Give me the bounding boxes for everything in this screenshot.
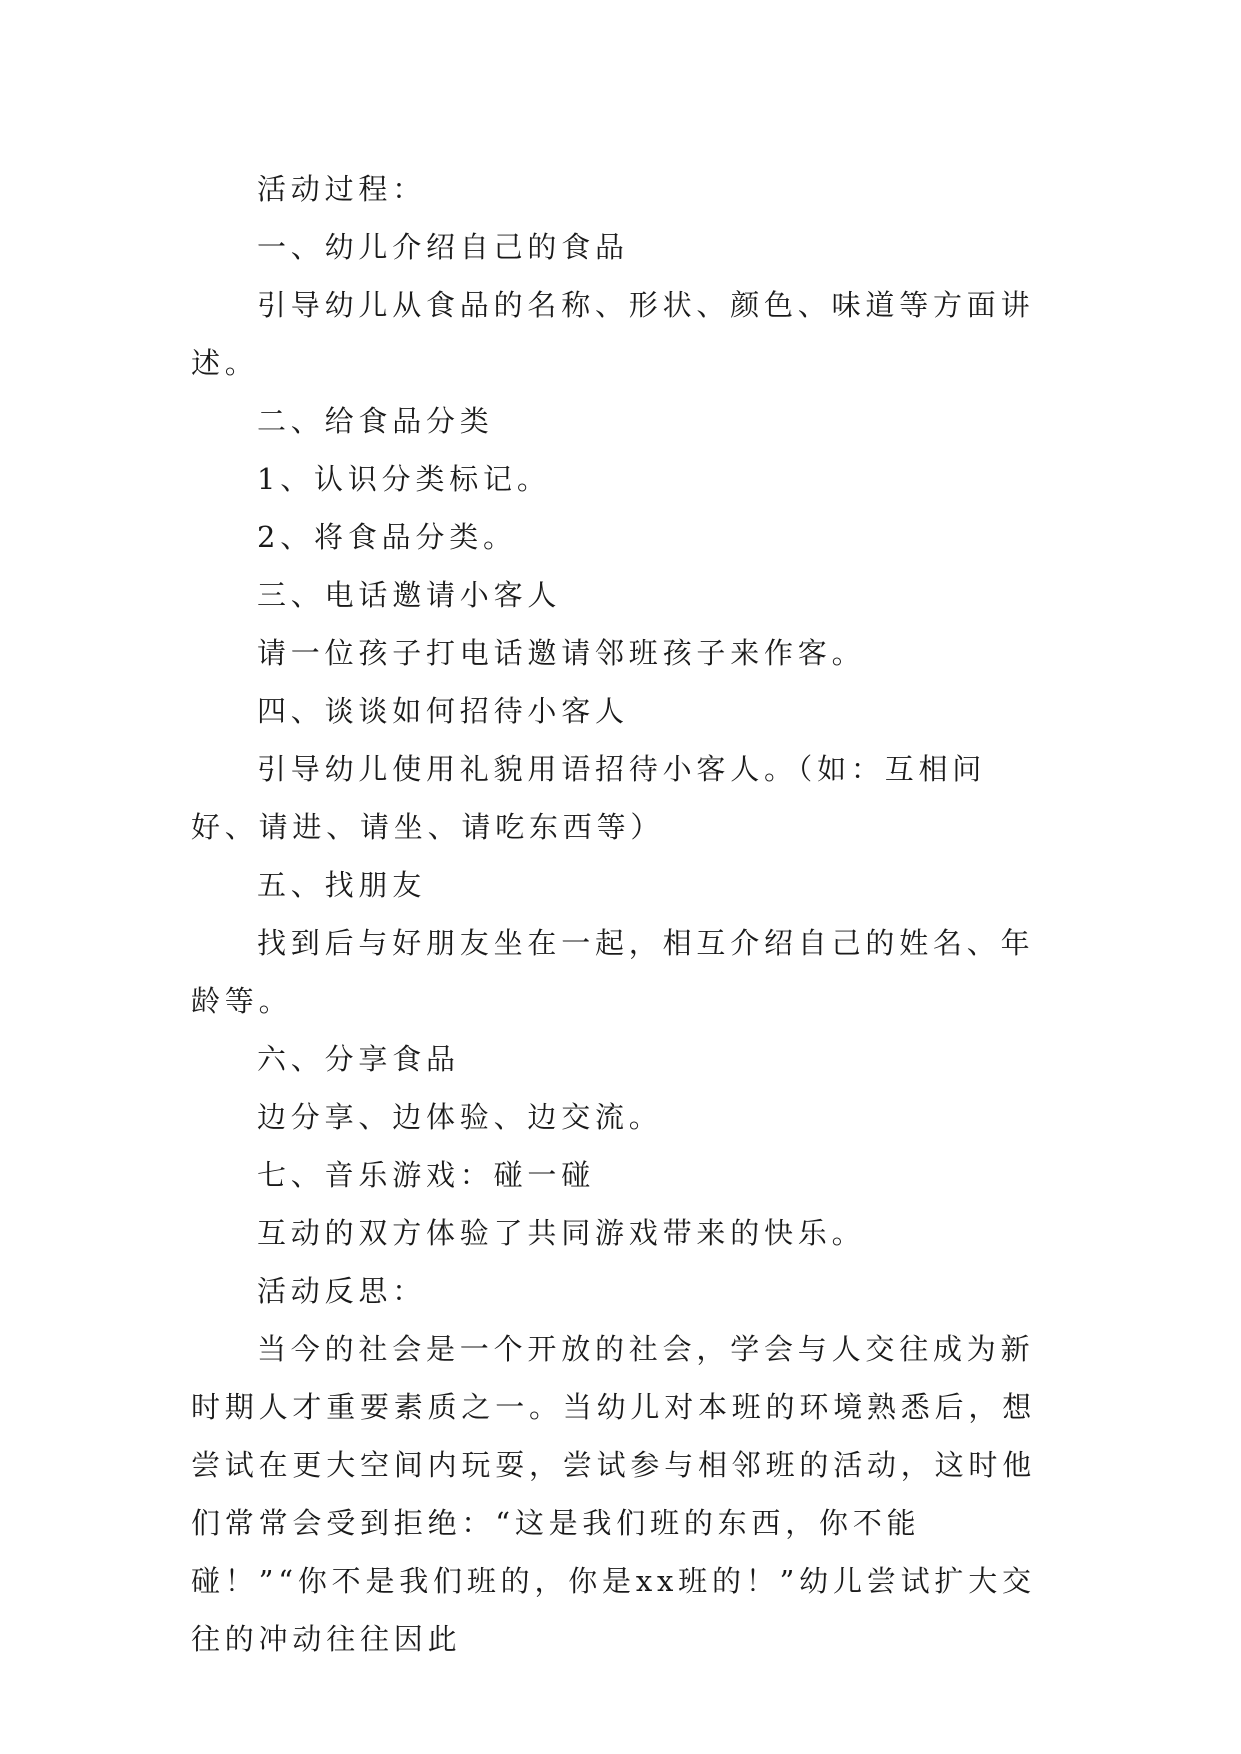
document-body bbox=[191, 160, 1051, 1668]
paragraph-step-heading: 二、给食品分类 bbox=[257, 404, 494, 438]
paragraph-step-heading: 三、电话邀请小客人 bbox=[257, 578, 562, 612]
paragraph-text: 互动的双方体验了共同游戏带来的快乐。 bbox=[257, 1216, 866, 1250]
paragraph-text: 引导幼儿从食品的名称、形状、颜色、味道等方面讲述。 bbox=[191, 288, 1035, 380]
paragraph-text: 边分享、边体验、边交流。 bbox=[257, 1100, 663, 1134]
paragraph-step-heading: 一、幼儿介绍自己的食品 bbox=[257, 230, 629, 264]
paragraph-list-item: 2、将食品分类。 bbox=[257, 520, 517, 554]
paragraph-step-heading: 七、音乐游戏：碰一碰 bbox=[257, 1158, 596, 1192]
paragraph-text: 引导幼儿使用礼貌用语招待小客人。（如：互相问好、请进、请坐、请吃东西等） bbox=[191, 752, 987, 844]
paragraph-step-heading: 四、谈谈如何招待小客人 bbox=[257, 694, 629, 728]
paragraph-text: 找到后与好朋友坐在一起，相互介绍自己的姓名、年龄等。 bbox=[191, 926, 1035, 1018]
paragraph-list-item: 1、认识分类标记。 bbox=[257, 462, 551, 496]
paragraph-step-heading: 六、分享食品 bbox=[257, 1042, 460, 1076]
paragraph-section-heading: 活动反思： bbox=[257, 1274, 427, 1308]
paragraph-section-heading: 活动过程： bbox=[257, 172, 427, 206]
paragraph-text: 当今的社会是一个开放的社会，学会与人交往成为新时期人才重要素质之一。当幼儿对本班的环境熟悉后，想尝试在更大空间内玩耍，尝试参与相邻班的活动，这时他们常常会受到拒绝：“这是我们班的东西，你不能碰！”“你不是我们班的，你是xx班的！”幼儿尝试扩大交往的冲动往往因此 bbox=[191, 1332, 1037, 1656]
paragraph-text: 请一位孩子打电话邀请邻班孩子来作客。 bbox=[257, 636, 866, 670]
paragraph-step-heading: 五、找朋友 bbox=[257, 868, 427, 902]
